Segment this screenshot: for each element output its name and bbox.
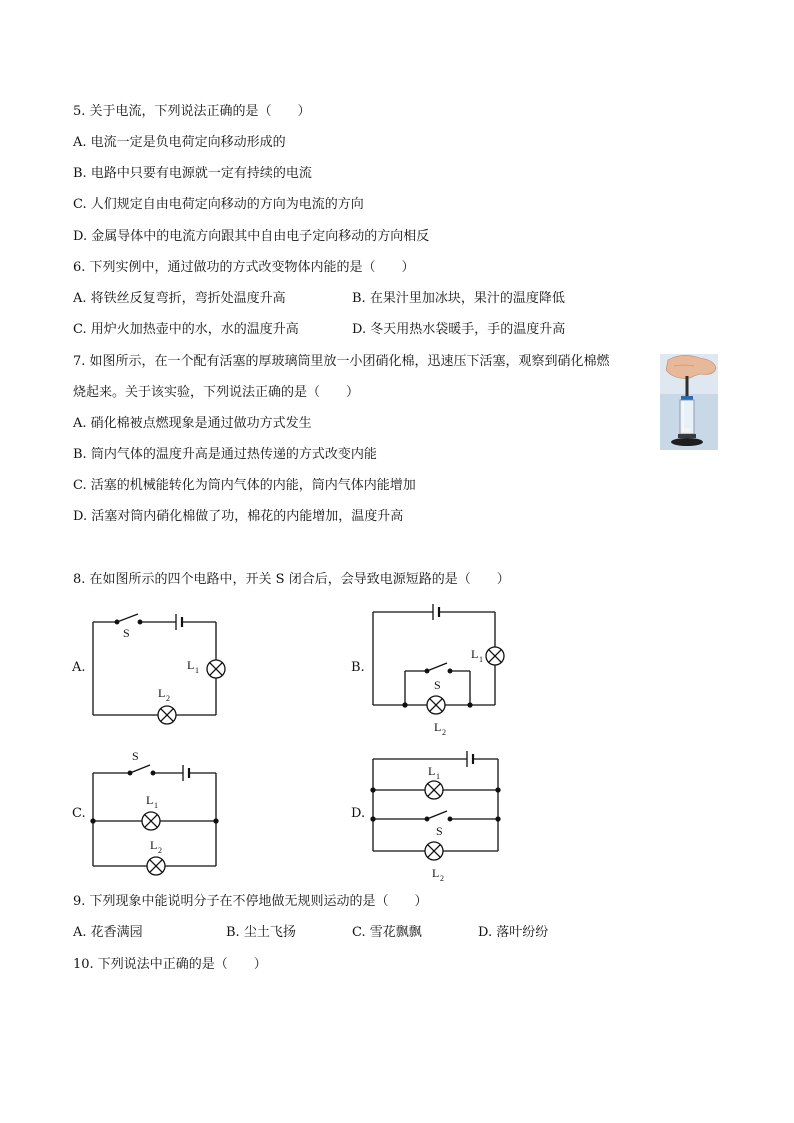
q9-option-a: A. 花香满园	[73, 925, 143, 940]
svg-text:1: 1	[436, 772, 440, 781]
svg-text:1: 1	[479, 655, 483, 664]
q9-option-d: D. 落叶纷纷	[478, 925, 549, 940]
circuit-d-diagram	[370, 745, 510, 889]
svg-text:1: 1	[195, 666, 199, 675]
q5-stem: 5. 关于电流，下列说法正确的是（ ）	[73, 104, 311, 119]
q6-option-d: D. 冬天用热水袋暖手，手的温度升高	[352, 322, 566, 337]
svg-text:S: S	[132, 749, 139, 763]
svg-text:2: 2	[166, 694, 170, 703]
q7-option-d: D. 活塞对筒内硝化棉做了功，棉花的内能增加，温度升高	[73, 509, 404, 524]
q5-option-d: D. 金属导体中的电流方向跟其中自由电子定向移动的方向相反	[73, 229, 430, 244]
q7-stem-line2: 烧起来。关于该实验，下列说法正确的是（ ）	[73, 385, 360, 400]
svg-text:L: L	[150, 838, 158, 852]
q9-option-c: C. 雪花飘飘	[352, 925, 422, 940]
q5-option-c: C. 人们规定自由电荷定向移动的方向为电流的方向	[73, 197, 364, 212]
circuit-c-label: C.	[72, 806, 86, 821]
q7-option-b: B. 筒内气体的温度升高是通过热传递的方式改变内能	[73, 447, 377, 462]
svg-text:2: 2	[440, 874, 444, 883]
svg-text:S: S	[434, 678, 441, 692]
q7-stem-line1: 7. 如图所示，在一个配有活塞的厚玻璃筒里放一小团硝化棉，迅速压下活塞，观察到硝化棉燃	[73, 354, 610, 369]
svg-text:2: 2	[158, 846, 162, 855]
svg-text:2: 2	[442, 728, 446, 737]
svg-text:1: 1	[154, 801, 158, 810]
circuit-a-label: A.	[72, 660, 86, 675]
svg-text:L: L	[187, 658, 195, 672]
svg-text:L: L	[434, 720, 442, 734]
circuit-b-diagram	[370, 600, 510, 744]
svg-text:S: S	[123, 626, 130, 640]
q7-option-c: C. 活塞的机械能转化为筒内气体的内能，筒内气体内能增加	[73, 478, 416, 493]
circuit-d-label: D.	[351, 806, 366, 821]
svg-text:L: L	[471, 647, 479, 661]
svg-text:S: S	[436, 824, 443, 838]
q7-option-a: A. 硝化棉被点燃现象是通过做功方式发生	[73, 416, 312, 431]
piston-tube-photo	[660, 354, 718, 450]
svg-text:L: L	[146, 793, 154, 807]
circuit-a-diagram	[90, 605, 230, 729]
svg-text:L: L	[158, 686, 166, 700]
svg-text:L: L	[432, 866, 440, 880]
circuit-c-diagram	[90, 748, 230, 882]
q6-option-b: B. 在果汁里加冰块，果汁的温度降低	[352, 291, 565, 306]
q5-option-a: A. 电流一定是负电荷定向移动形成的	[73, 135, 286, 150]
q9-option-b: B. 尘土飞扬	[226, 925, 296, 940]
q6-option-c: C. 用炉火加热壶中的水，水的温度升高	[73, 322, 299, 337]
q6-option-a: A. 将铁丝反复弯折，弯折处温度升高	[73, 291, 286, 306]
q6-stem: 6. 下列实例中，通过做功的方式改变物体内能的是（ ）	[73, 260, 415, 275]
q9-stem: 9. 下列现象中能说明分子在不停地做无规则运动的是（ ）	[73, 894, 428, 909]
circuit-b-label: B.	[351, 660, 365, 675]
q8-stem: 8. 在如图所示的四个电路中，开关 S 闭合后，会导致电源短路的是（ ）	[73, 572, 510, 587]
q5-option-b: B. 电路中只要有电源就一定有持续的电流	[73, 166, 312, 181]
svg-text:L: L	[428, 764, 436, 778]
q10-stem: 10. 下列说法中正确的是（ ）	[73, 957, 267, 972]
